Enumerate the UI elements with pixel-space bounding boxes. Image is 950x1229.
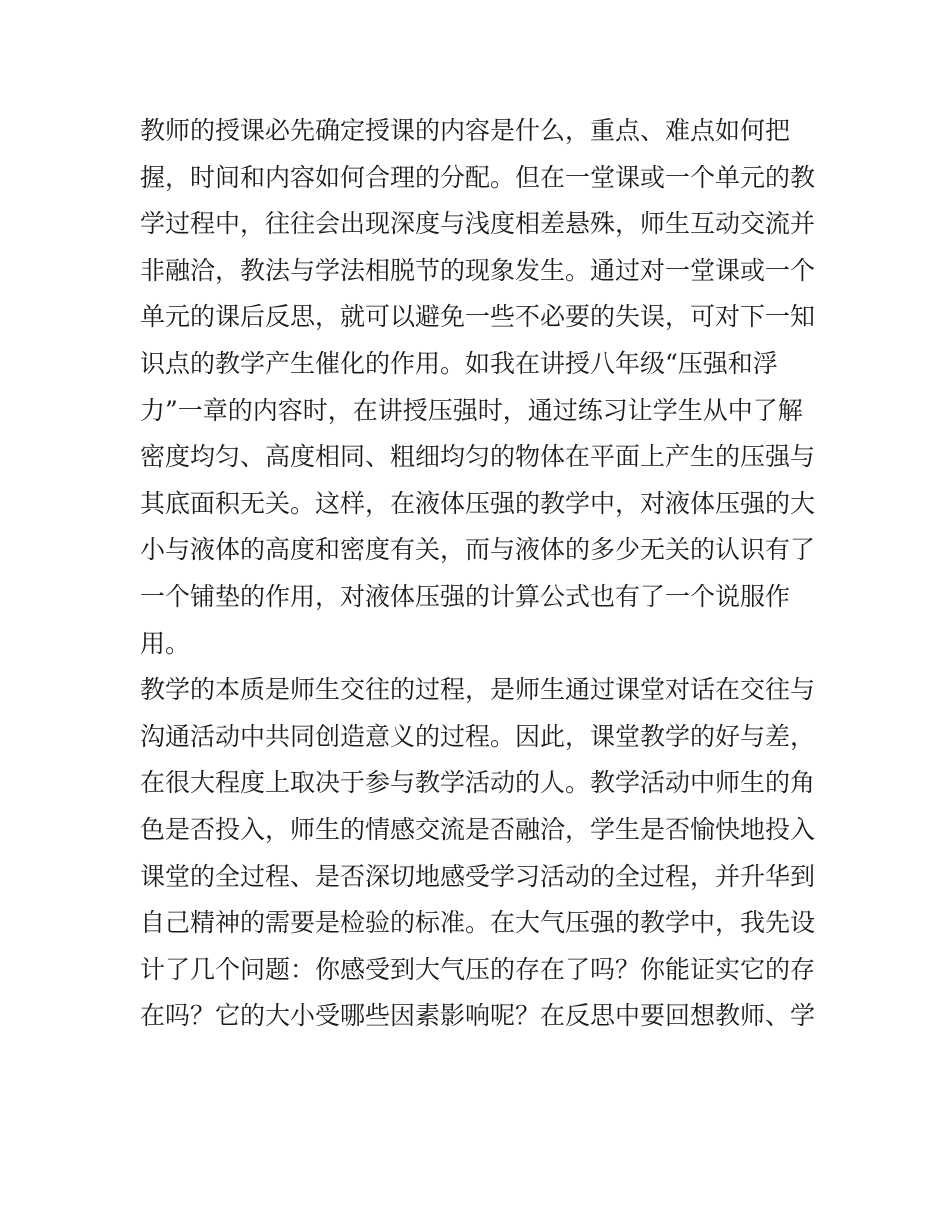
text-line: 在很大程度上取决于参与教学活动的人。教学活动中师生的角 (140, 768, 816, 798)
document-page (140, 108, 820, 1040)
text-line: 密度均匀、高度相同、粗细均匀的物体在平面上产生的压强与 (140, 442, 816, 472)
text-line: 握，时间和内容如何合理的分配。但在一堂课或一个单元的教 (140, 162, 816, 192)
text-line: 教学的本质是师生交往的过程，是师生通过课堂对话在交往与 (140, 675, 816, 705)
text-line: 单元的课后反思，就可以避免一些不必要的失误，可对下一知 (140, 302, 816, 332)
text-line: 一个铺垫的作用，对液体压强的计算公式也有了一个说服作 (140, 581, 791, 611)
text-line: 非融洽，教法与学法相脱节的现象发生。通过对一堂课或一个 (140, 255, 816, 285)
text-line: 计了几个问题：你感受到大气压的存在了吗？你能证实它的存 (140, 954, 816, 984)
text-line: 用。 (140, 628, 191, 658)
text-line: 识点的教学产生催化的作用。如我在讲授八年级“压强和浮 (140, 348, 778, 378)
text-line: 沟通活动中共同创造意义的过程。因此，课堂教学的好与差， (140, 721, 816, 751)
text-line: 学过程中，往往会出现深度与浅度相差悬殊，师生互动交流并 (140, 209, 816, 239)
text-line: 课堂的全过程、是否深切地感受学习活动的全过程，并升华到 (140, 861, 816, 891)
text-line: 力”一章的内容时，在讲授压强时，通过练习让学生从中了解 (140, 395, 803, 425)
text-line: 自己精神的需要是检验的标准。在大气压强的教学中，我先设 (140, 908, 816, 938)
text-line: 在吗？它的大小受哪些因素影响呢？在反思中要回想教师、学 (140, 1001, 816, 1031)
paragraph-lesson-planning (140, 108, 820, 667)
paragraph-teaching-essence (140, 667, 820, 1040)
text-line: 色是否投入，师生的情感交流是否融洽，学生是否愉快地投入 (140, 814, 816, 844)
text-line: 其底面积无关。这样，在液体压强的教学中，对液体压强的大 (140, 488, 816, 518)
text-line: 教师的授课必先确定授课的内容是什么，重点、难点如何把 (140, 116, 791, 145)
text-line: 小与液体的高度和密度有关，而与液体的多少无关的认识有了 (140, 535, 816, 565)
